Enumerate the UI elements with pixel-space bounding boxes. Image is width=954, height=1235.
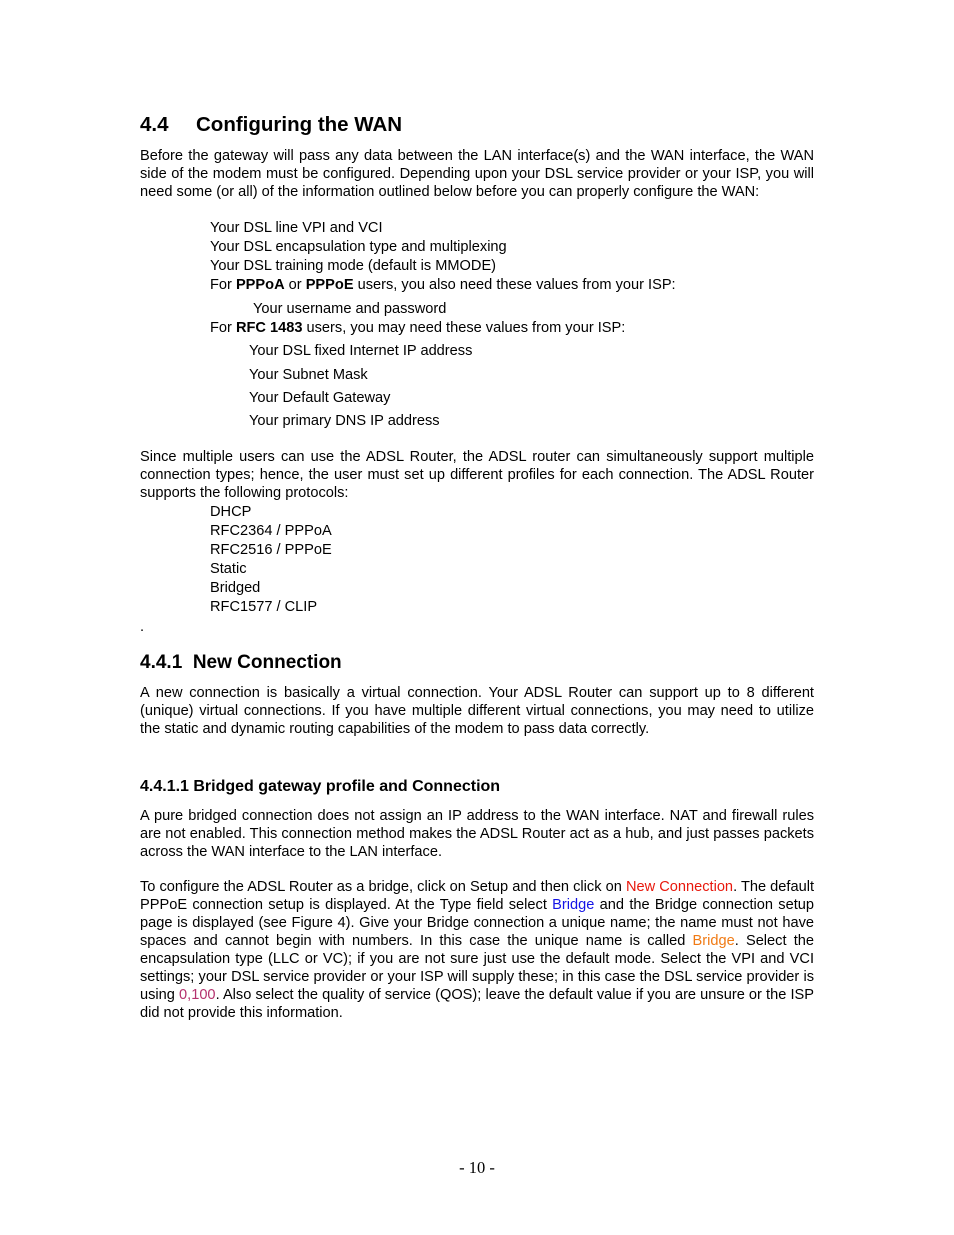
intro-paragraph: Before the gateway will pass any data between the LAN interface(s) and the WAN interface, the WAN side of the modem must be configured. Depending upon your DSL service provider or your ISP, you will need some (or all) of the information outlined below before you can properly configure the WAN:	[140, 148, 814, 200]
rfc-line	[210, 319, 625, 337]
vpi-vci-value: 0,100	[179, 987, 216, 1003]
rfc-item: Your Default Gateway	[249, 390, 391, 406]
protocol-item: RFC2364 / PPPoA	[210, 523, 332, 539]
pppoa-bold: PPPoA	[235, 277, 285, 293]
requirement-item: Your DSL line VPI and VCI	[210, 220, 383, 236]
protocol-item: Static	[210, 561, 247, 577]
new-connection-paragraph: A new connection is basically a virtual connection. Your ADSL Router can support up to 8 different (unique) virtual connections. If you have multiple different virtual connections, you may need to utilize the static and dynamic routing capabilities of the modem to pass data correctly.	[140, 685, 814, 737]
p2-text: . Select the encapsulation type (LLC or VC); if you are not sure just use the default mode. Select the VPI and VCI settings; your DSL service provider or your ISP will supply these; in this case the DSL service provider is using	[140, 933, 814, 1003]
requirement-item: Your DSL encapsulation type and multiplexing	[210, 239, 507, 255]
rfc-suffix: users, you may need these values from your ISP:	[302, 320, 626, 336]
subsection-number: 4.4.1	[140, 652, 183, 673]
rfc-item: Your DSL fixed Internet IP address	[249, 343, 473, 359]
subsection-title: New Connection	[192, 652, 342, 673]
p2-text: To configure the ADSL Router as a bridge, click on Setup and then click on	[140, 879, 626, 895]
bridge-name-value: Bridge	[692, 933, 735, 949]
rfc-prefix: For	[210, 320, 236, 336]
subsection-heading	[140, 651, 342, 675]
protocol-item: RFC2516 / PPPoE	[210, 542, 332, 558]
stray-dot: .	[140, 619, 145, 635]
new-connection-link: New Connection	[625, 879, 734, 895]
section-title: Configuring the WAN	[196, 113, 403, 136]
pppoa-line	[210, 276, 676, 294]
section-number: 4.4	[140, 113, 169, 136]
protocol-item: Bridged	[210, 580, 261, 596]
bridged-paragraph-1: A pure bridged connection does not assign an IP address to the WAN interface. NAT and firewall rules are not enabled. This connection method makes the ADSL Router act as a hub, and just passes packets across the WAN interface to the LAN interface.	[140, 808, 814, 860]
section-heading	[140, 112, 402, 138]
rfc-item: Your Subnet Mask	[249, 367, 368, 383]
p2-text: and the Bridge connection setup page is displayed (see Figure 4). Give your Bridge connection a unique name; the name must not have spaces and cannot begin with numbers. In this case the unique name is called	[140, 897, 814, 949]
page-number: - 10 -	[459, 1158, 495, 1177]
bridged-paragraph-2	[140, 878, 814, 1022]
rfc-item: Your primary DNS IP address	[249, 413, 440, 429]
rfc-bold: RFC 1483	[235, 320, 303, 336]
bridge-type-value: Bridge	[552, 897, 595, 913]
protocol-item: DHCP	[210, 504, 252, 520]
pppoa-mid: or	[284, 277, 306, 293]
protocol-item: RFC1577 / CLIP	[210, 599, 318, 615]
p2-text: . Also select the quality of service (QOS); leave the default value if you are unsure or the ISP did not provide this information.	[140, 987, 814, 1021]
subsubsection-heading: 4.4.1.1 Bridged gateway profile and Connection	[140, 778, 501, 795]
protocols-paragraph: Since multiple users can use the ADSL Router, the ADSL router can simultaneously support multiple connection types; hence, the user must set up different profiles for each connection. The ADSL Router supports the following protocols:	[140, 449, 814, 501]
pppoa-prefix: For	[210, 277, 236, 293]
pppoa-item: Your username and password	[253, 301, 447, 317]
p2-text: . The default PPPoE connection setup is displayed. At the Type field select	[140, 879, 814, 913]
pppoa-suffix: users, you also need these values from your ISP:	[353, 277, 676, 293]
pppoe-bold: PPPoE	[305, 277, 354, 293]
requirement-item: Your DSL training mode (default is MMODE)	[210, 258, 497, 274]
